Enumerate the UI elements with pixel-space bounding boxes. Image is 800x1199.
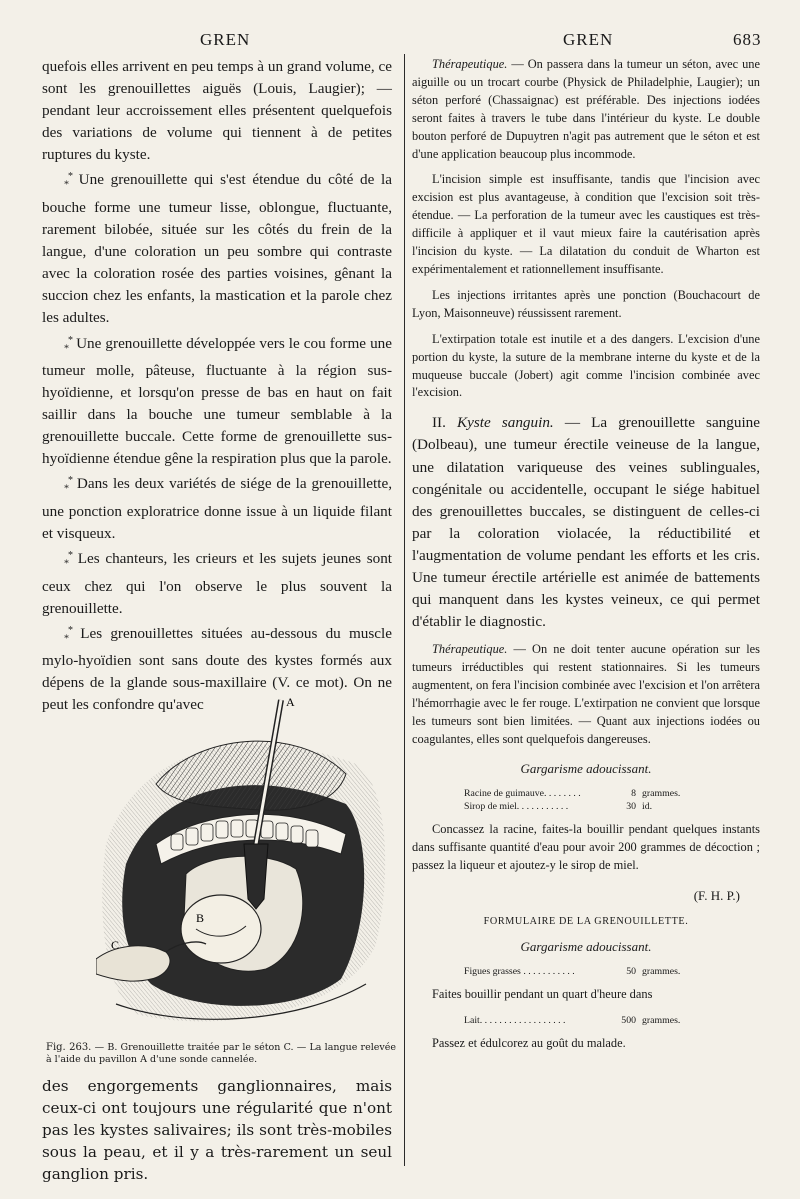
asterism-icon: $_*$*	[64, 624, 72, 645]
figure-caption-text: — B. Grenouillette traitée par le séton C. — La langue relevée à l'aide du pavillon A d'une sonde cannelée.	[46, 1042, 396, 1065]
recipe-ingredients-2b	[464, 1014, 760, 1027]
asterism-icon: $_*$*	[64, 334, 72, 354]
recipe-ingredients-1	[464, 787, 760, 813]
figure-label-a: A	[286, 695, 295, 709]
kyste-sanguin-title: Kyste sanguin.	[457, 414, 554, 432]
signature: (F. H. P.)	[693, 888, 740, 904]
ingredient-row: Sirop de miel. . . . . . . . . . . 30 id.	[464, 800, 653, 812]
asterism-icon: $_*$*	[64, 550, 72, 570]
running-head-right: GREN	[563, 30, 614, 49]
ingredient-row: Racine de guimauve. . . . . . . . 8 grammes.	[464, 787, 681, 799]
paragraph-mylo-hyoidien: $_*$* Les grenouillettes situées au-dessous du muscle mylo-hyoïdien sont sans doute des kystes formés aux dépens de la glande sous-maxillaire (V. ce mot). On ne peut les confondre qu'avec	[42, 624, 392, 714]
paragraph-buccal: $_*$* Une grenouillette qui s'est étendue du côté de la bouche forme une tumeur lisse, oblongue, fluctuante, rarement bilobée, située sur les côtés du frein de la langue, d'une coloration un peu sombre qui contraste avec la coloration rosée des parties voisines, gênant la succion chez les enfants, la mastication et la parole chez les adultes.	[42, 171, 393, 327]
recipe-instruction-2b: Passez et édulcorez au goût du malade.	[432, 1036, 626, 1051]
ingredient-row: Lait. . . . . . . . . . . . . . . . . . 500 grammes.	[464, 1015, 681, 1027]
paragraph-ganglions: des engorgements ganglionnaires, mais ceux-ci ont toujours une régularité que n'ont pas les kystes salivaires; ils sont très-mobiles sous la peau, et il y a très-rarement un seul ganglion pris.	[42, 1077, 392, 1184]
extirpation-paragraph: L'extirpation totale est inutile et a des dangers. L'excision d'une portion du kyste, la suture de la membrane interne du kyste et de la muqueuse buccale (Jobert) agit comme l'incision combinée avec l'excision.	[412, 331, 760, 400]
therapeutique-paragraph-1: Thérapeutique. — On passera dans la tumeur un séton, avec une aiguille ou un trocart courbe (Physick de Philadelphie, Laugier); un séton perforé (Chassaignac) est préférable. Des injections iodées seront faites à travers le tube dans l'intérieur du kyste. Le double bouton perforé de Dupuytren n'agit pas autrement que le séton et est d'une application beaucoup plus incommode.	[412, 57, 760, 161]
figure-caption	[46, 1042, 396, 1066]
paragraph-chanteurs: $_*$* Les chanteurs, les crieurs et les sujets jeunes sont ceux chez qui l'on observe le plus souvent la grenouillette.	[42, 550, 393, 617]
formulaire-heading: FORMULAIRE DE LA GRENOUILLETTE.	[483, 916, 689, 928]
ingredient-row: Figues grasses . . . . . . . . . . . 50 grammes.	[464, 966, 681, 978]
asterism-icon: $_*$*	[64, 475, 72, 495]
paragraph-continued: quefois elles arrivent en peu temps à un grand volume, ce sont les grenouillettes aiguës (Louis, Laugier); — pendant leur accroissement elles présentent quelquefois des variations de volume qui tiennent à de petites ruptures du kyste.	[42, 58, 392, 164]
right-column	[412, 56, 760, 1053]
therapeutique-label: Thérapeutique.	[432, 642, 508, 657]
engraving-figure-263	[96, 694, 392, 952]
therapeutique-label: Thérapeutique.	[432, 57, 508, 71]
page-number: 683	[733, 30, 762, 49]
kyste-sanguin-paragraph: II. Kyste sanguin. — La grenouillette sanguine (Dolbeau), une tumeur érectile veineuse de la langue, une dilatation variqueuse des veines sublinguales, congénitale ou accidentelle, occupant le siége habituel des grenouillettes buccales, se distinguent de celles-ci par la coloration violacée, la réductibilité et l'augmentation de volume pendant les efforts et les cris. Une tumeur érectile artérielle est animée de battements qui manquent dans les kystes veineux, ce qui permet d'établir le diagnostic.	[412, 414, 761, 631]
therapeutique-paragraph-2: Thérapeutique. — On ne doit tenter aucune opération sur les tumeurs irréductibles qui restent stationnaires. Si les tumeurs augmentent, on fera l'incision combinée avec l'excision et l'on arrêtera l'hémorrhagie avec le fer rouge. L'extirpation ne convient que lorsque les tumeurs sont bien limitées. — Quant aux injections iodées ou coagulantes, elles sont quelquefois dangereuses.	[412, 642, 760, 746]
mouth-engraving-illustration	[96, 694, 392, 1034]
left-column	[42, 56, 392, 717]
running-head-left: GREN	[200, 30, 251, 49]
recipe-title-1: Gargarisme adoucissant.	[520, 760, 652, 776]
asterism-icon: $_*$*	[64, 171, 72, 191]
recipe-title-2: Gargarisme adoucissant.	[520, 939, 652, 955]
recipe-instructions-1: Concassez la racine, faites-la bouillir pendant quelques instants dans suffisante quantité d'eau pour avoir 200 grammes de décoction ; passez la liqueur et ajoutez-y le sirop de miel.	[412, 821, 760, 872]
recipe-ingredients-2	[464, 965, 760, 978]
column-divider	[404, 54, 405, 1166]
figure-caption-label: Fig. 263.	[46, 1042, 92, 1053]
figure-label-b: B	[196, 911, 205, 925]
recipe-instruction-2a: Faites bouillir pendant un quart d'heure dans	[432, 987, 653, 1002]
paragraph-ponction: $_*$* Dans les deux variétés de siége de la grenouillette, une ponction exploratrice donne issue à un liquide filant et visqueux.	[42, 475, 393, 543]
injections-paragraph: Les injections irritantes après une ponction (Bouchacourt de Lyon, Maisonneuve) réussissent rarement.	[412, 287, 760, 320]
incision-paragraph: L'incision simple est insuffisante, tandis que l'incision avec excision est plus avantageuse, à condition que l'excision soit très-étendue. — La perforation de la tumeur avec les caustiques est très-difficile à appliquer et il vaut mieux faire la cautérisation après l'incision du kyste. — La dilatation du conduit de Wharton est expérimentalement et rationnellement insuffisante.	[412, 172, 760, 276]
paragraph-cervical: $_*$* Une grenouillette développée vers le cou forme une tumeur molle, pâteuse, fluctuante à la région sus-hyoïdienne, et lorsqu'on presse de bas en haut on fait saillir dans la bouche une tumeur semblable à la grenouillette buccale. Cette forme de grenouillette sus-hyoïdienne étendue gêne la respiration plus que la parole.	[42, 334, 393, 468]
figure-label-c: C	[111, 938, 120, 952]
